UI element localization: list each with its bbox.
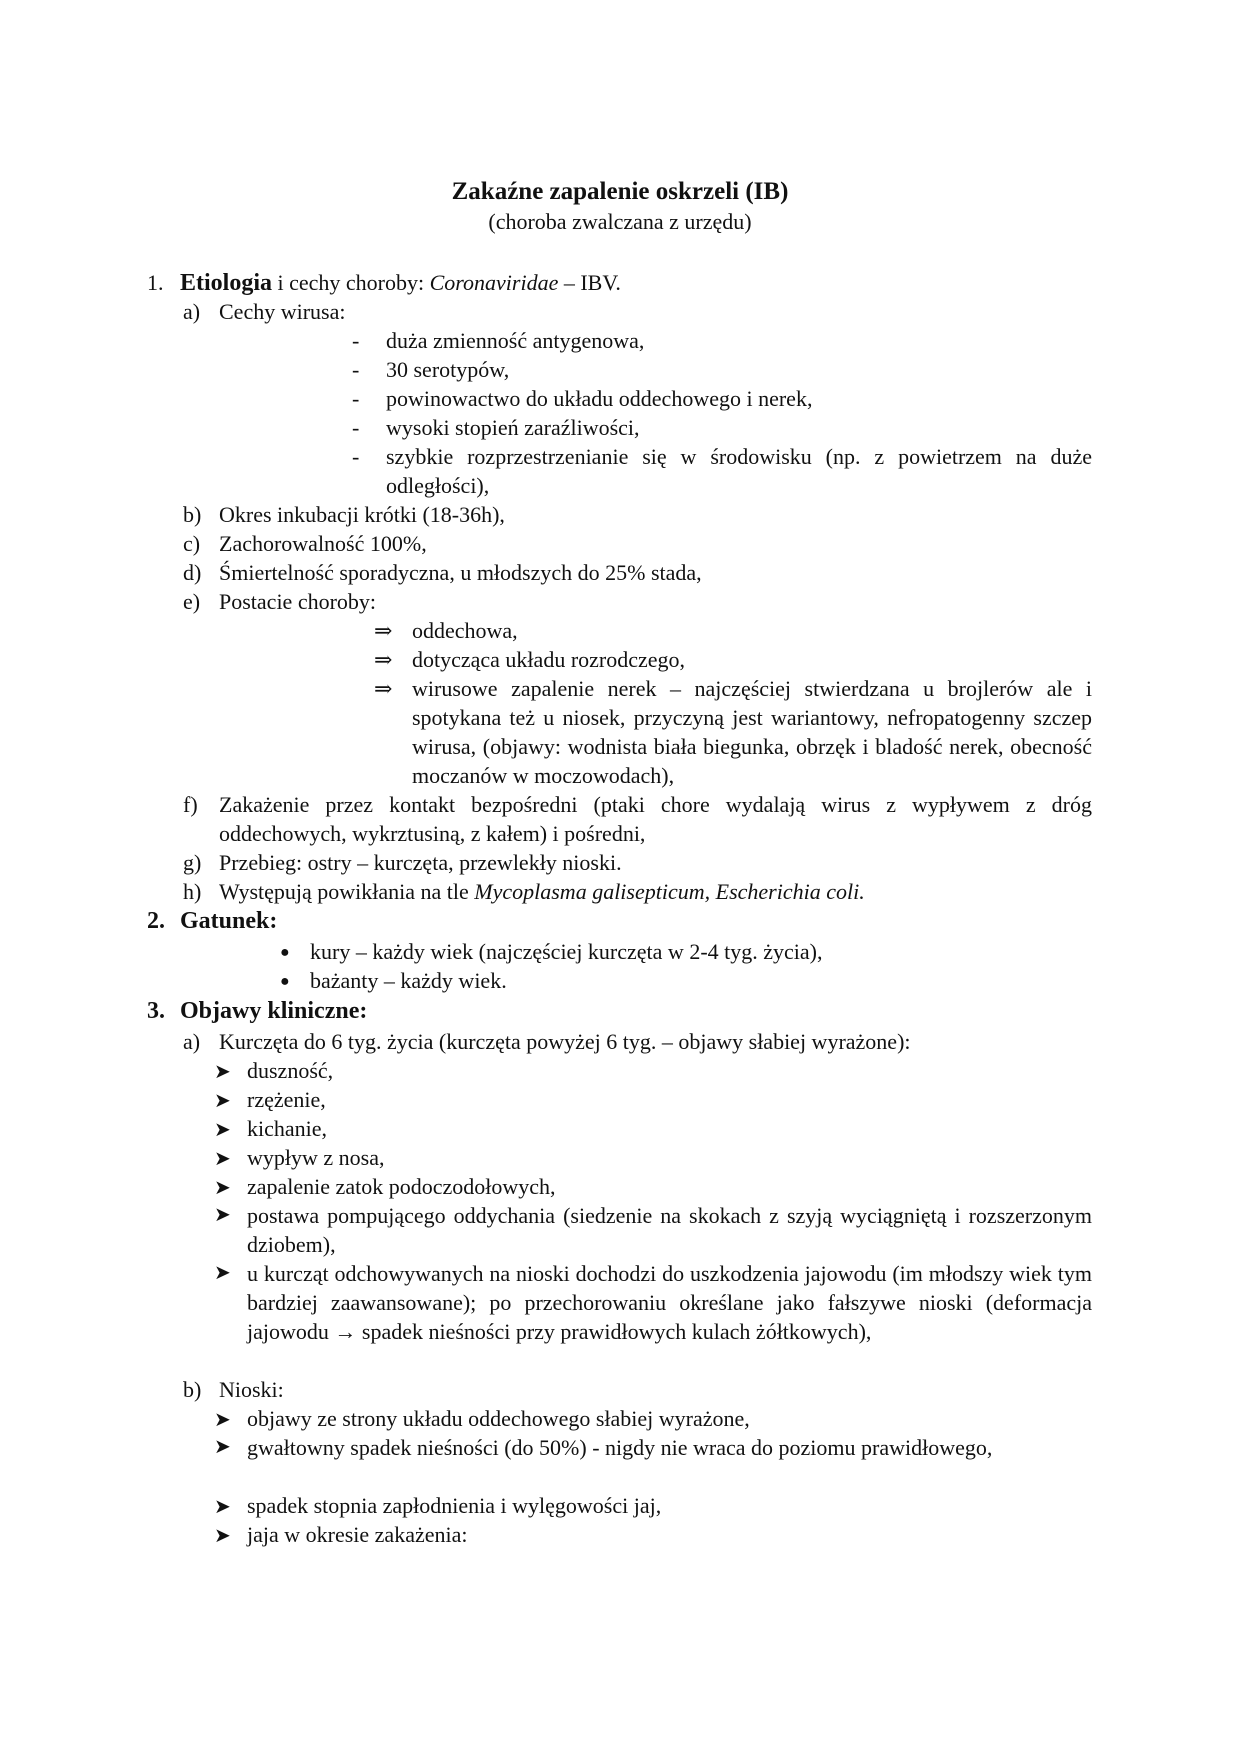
document-title: Zakaźne zapalenie oskrzeli (IB) xyxy=(451,178,789,205)
symptom-item: ➤ jaja w okresie zakażenia: xyxy=(214,1520,467,1551)
arrowhead-bullet-icon: ➤ xyxy=(214,1090,231,1112)
dash-bullet-icon: - xyxy=(352,415,360,440)
item-1c: c) Zachorowalność 100%, xyxy=(183,531,427,556)
symptom-item: ➤ u kurcząt odchowywanych na nioski dochodzi do uszkodzenia jajowodu (im młodszy wiek tym bardziej zaawansowane); po przechorowaniu określane jako fałszywe nioski (deformacja jajowodu → spadek nieśności przy prawidłowych kulach żółtkowych), xyxy=(214,1261,1092,1344)
arrowhead-bullet-icon: ➤ xyxy=(214,1061,231,1083)
arrowhead-bullet-icon: ➤ xyxy=(214,1204,231,1226)
symptom-item: ➤ zapalenie zatok podoczodołowych, xyxy=(214,1172,555,1203)
disease-form: ⇒ dotycząca układu rozrodczego, xyxy=(374,647,686,672)
symptom-item: ➤ rzężenie, xyxy=(214,1085,326,1116)
item-1f: f) Zakażenie przez kontakt bezpośredni (ptaki chore wydalają wirus z wypływem z dróg oddechowych, wykrztusiną, z kałem) i pośredni, xyxy=(183,792,1092,846)
item-1e: e) Postacie choroby: xyxy=(183,589,377,614)
item-1d: d) Śmiertelność sporadyczna, u młodszych do 25% stada, xyxy=(183,560,702,585)
dash-bullet-icon: - xyxy=(352,444,360,469)
virus-feature: - duża zmienność antygenowa, xyxy=(352,328,645,353)
virus-feature: - szybkie rozprzestrzenianie się w środowisku (np. z powietrzem na duże odległości), xyxy=(352,444,1092,498)
virus-feature: - wysoki stopień zaraźliwości, xyxy=(352,415,640,440)
arrowhead-bullet-icon: ➤ xyxy=(214,1496,231,1518)
item-1b: b) Okres inkubacji krótki (18-36h), xyxy=(183,502,505,527)
dash-bullet-icon: - xyxy=(352,328,360,353)
arrowhead-bullet-icon: ➤ xyxy=(214,1525,231,1547)
virus-feature: - powinowactwo do układu oddechowego i nerek, xyxy=(352,386,813,411)
item-3a: a) Kurczęta do 6 tyg. życia (kurczęta powyżej 6 tyg. – objawy słabiej wyrażone): xyxy=(183,1029,911,1054)
species-item: ● bażanty – każdy wiek. xyxy=(280,966,507,996)
dash-bullet-icon: - xyxy=(352,357,360,382)
round-bullet-icon: ● xyxy=(280,973,290,990)
item-1a: a) Cechy wirusa: xyxy=(183,299,346,324)
symptom-item: ➤ objawy ze strony układu oddechowego słabiej wyrażone, xyxy=(214,1404,750,1435)
arrowhead-bullet-icon: ➤ xyxy=(214,1436,231,1458)
round-bullet-icon: ● xyxy=(280,944,290,961)
disease-form: ⇒ wirusowe zapalenie nerek – najczęściej stwierdzana u brojlerów ale i spotykana też u niosek, przyczyną jest wariantowy, nefropatogenny szczep wirusa, (objawy: wodnista biała biegunka, obrzęk i bladość nerek, obecność moczanów w moczowodach), xyxy=(374,676,1092,788)
document-subtitle: (choroba zwalczana z urzędu) xyxy=(488,209,752,234)
arrowhead-bullet-icon: ➤ xyxy=(214,1262,231,1284)
disease-form: ⇒ oddechowa, xyxy=(374,618,518,643)
double-arrow-icon: ⇒ xyxy=(374,647,393,672)
arrowhead-bullet-icon: ➤ xyxy=(214,1177,231,1199)
symptom-item: ➤ duszność, xyxy=(214,1056,333,1087)
virus-feature: - 30 serotypów, xyxy=(352,357,510,382)
arrowhead-bullet-icon: ➤ xyxy=(214,1409,231,1431)
arrowhead-bullet-icon: ➤ xyxy=(214,1148,231,1170)
section-1-heading: 1. Etiologia i cechy choroby: Coronaviridae – IBV. xyxy=(147,270,621,296)
arrowhead-bullet-icon: ➤ xyxy=(214,1119,231,1141)
double-arrow-icon: ⇒ xyxy=(374,618,393,643)
symptom-item: ➤ postawa pompującego oddychania (siedzenie na skokach z szyją wyciągniętą i rozszerzonym dziobem), xyxy=(214,1203,1092,1257)
section-3-heading: 3. Objawy kliniczne: xyxy=(147,998,368,1024)
dash-bullet-icon: - xyxy=(352,386,360,411)
item-1g: g) Przebieg: ostry – kurczęta, przewlekły nioski. xyxy=(183,850,622,875)
item-3b: b) Nioski: xyxy=(183,1377,284,1402)
symptom-item: ➤ gwałtowny spadek nieśności (do 50%) - nigdy nie wraca do poziomu prawidłowego, xyxy=(214,1435,993,1460)
species-item: ● kury – każdy wiek (najczęściej kurczęta w 2-4 tyg. życia), xyxy=(280,937,823,967)
symptom-item: ➤ spadek stopnia zapłodnienia i wylęgowości jaj, xyxy=(214,1491,661,1522)
section-2-heading: 2. Gatunek: xyxy=(147,908,278,934)
symptom-item: ➤ kichanie, xyxy=(214,1114,327,1145)
symptom-item: ➤ wypływ z nosa, xyxy=(214,1143,384,1174)
item-1h: h) Występują powikłania na tle Mycoplasma galisepticum, Escherichia coli. xyxy=(183,879,865,904)
double-arrow-icon: ⇒ xyxy=(374,676,393,701)
